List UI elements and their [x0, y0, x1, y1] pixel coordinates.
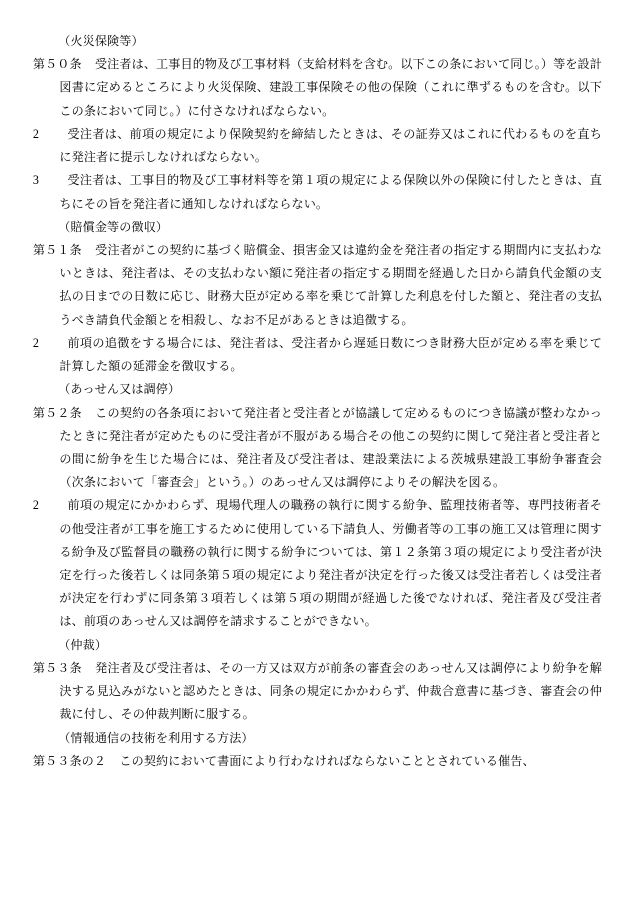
numbered-item — [34, 123, 602, 169]
article-paragraph — [34, 402, 602, 495]
article-number: 第５０条 — [32, 57, 82, 72]
numbered-item — [34, 494, 602, 633]
article-text: 受注者がこの契約に基づく賠償金、損害金又は違約金を発注者の指定する期間内に支払わないときは、発注者は、その支払わない額に発注者の指定する期間を経過した日から請負代金額の支払の日までの日数に応じ、財務大臣が定める率を乗じて計算した利息を付した額と、発注者の支払うべき請負代金額とを相殺し、なお不足があるときは追徴する。 — [59, 242, 602, 327]
article-number: 第５３条の２ — [32, 753, 107, 768]
item-number: 2 — [32, 335, 39, 350]
article-number: 第５２条 — [32, 405, 82, 420]
section-heading-text: （仲裁） — [58, 637, 108, 652]
numbered-item — [34, 169, 602, 215]
item-number: 3 — [32, 173, 39, 188]
section-heading — [34, 634, 602, 657]
article-text: 受注者は、工事目的物及び工事材料（支給材料を含む。以下この条において同じ。）等を設計図書に定めるところにより火災保険、建設工事保険その他の保険（これに準ずるものを含む。以下この条において同じ。）に付さなければならない。 — [59, 57, 602, 118]
article-paragraph — [34, 53, 602, 123]
section-heading-text: （あっせん又は調停） — [58, 382, 181, 397]
section-heading-text: （賠償金等の徴収） — [58, 219, 169, 234]
article-text: この契約において書面により行わなければならないこととされている催告、 — [119, 753, 535, 768]
article-paragraph — [34, 239, 602, 332]
item-text: 前項の規定にかかわらず、現場代理人の職務の執行に関する紛争、監理技術者等、専門技術者その他受注者が工事を施工するために使用している下請負人、労働者等の工事の施工又は管理に関する紛争及び監督員の職務の執行に関する紛争については、第１２条第３項の規定により受注者が決定を行った後若しくは同条第５項の規定により発注者が決定を行った後又は受注者若しくは受注者が決定を行わずに同条第３項若しくは第５項の期間が経過した後でなければ、発注者及び受注者は、前項のあっせん又は調停を請求することができない。 — [59, 498, 602, 629]
article-number: 第５３条 — [32, 660, 82, 675]
numbered-item — [34, 332, 602, 378]
section-heading — [34, 378, 602, 401]
item-number: 2 — [32, 498, 39, 513]
item-text: 前項の追徴をする場合には、発注者は、受注者から遅延日数につき財務大臣が定める率を乗じて計算した額の延滞金を徴収する。 — [59, 335, 602, 374]
section-heading-text: （火災保険等） — [58, 34, 144, 48]
section-heading — [34, 30, 602, 53]
article-paragraph — [34, 657, 602, 727]
item-text: 受注者は、工事目的物及び工事材料等を第１項の規定による保険以外の保険に付したときは、直ちにその旨を発注者に通知しなければならない。 — [59, 173, 602, 211]
section-heading — [34, 727, 602, 750]
document-body — [34, 30, 602, 773]
item-number: 2 — [32, 126, 39, 141]
item-text: 受注者は、前項の規定により保険契約を締結したときは、その証券又はこれに代わるものを直ちに発注者に提示しなければならない。 — [59, 126, 602, 165]
article-text: この契約の各条項において発注者と受注者とが協議して定めるものにつき協議が整わなかったときに発注者が定めたものに受注者が不服がある場合その他この契約に関して発注者と受注者との間に紛争を生じた場合には、発注者及び受注者は、建設業法による茨城県建設工事紛争審査会（次条において「審査会」という。）のあっせん又は調停によりその解決を図る。 — [59, 405, 602, 490]
section-heading — [34, 216, 602, 239]
article-text: 発注者及び受注者は、その一方又は双方が前条の審査会のあっせん又は調停により紛争を解決する見込みがないと認めたときは、同条の規定にかかわらず、仲裁合意書に基づき、審査会の仲裁に付し、その仲裁判断に服する。 — [59, 660, 602, 722]
section-heading-text: （情報通信の技術を利用する方法） — [58, 730, 254, 745]
article-number: 第５１条 — [32, 242, 82, 257]
article-paragraph — [34, 750, 602, 773]
